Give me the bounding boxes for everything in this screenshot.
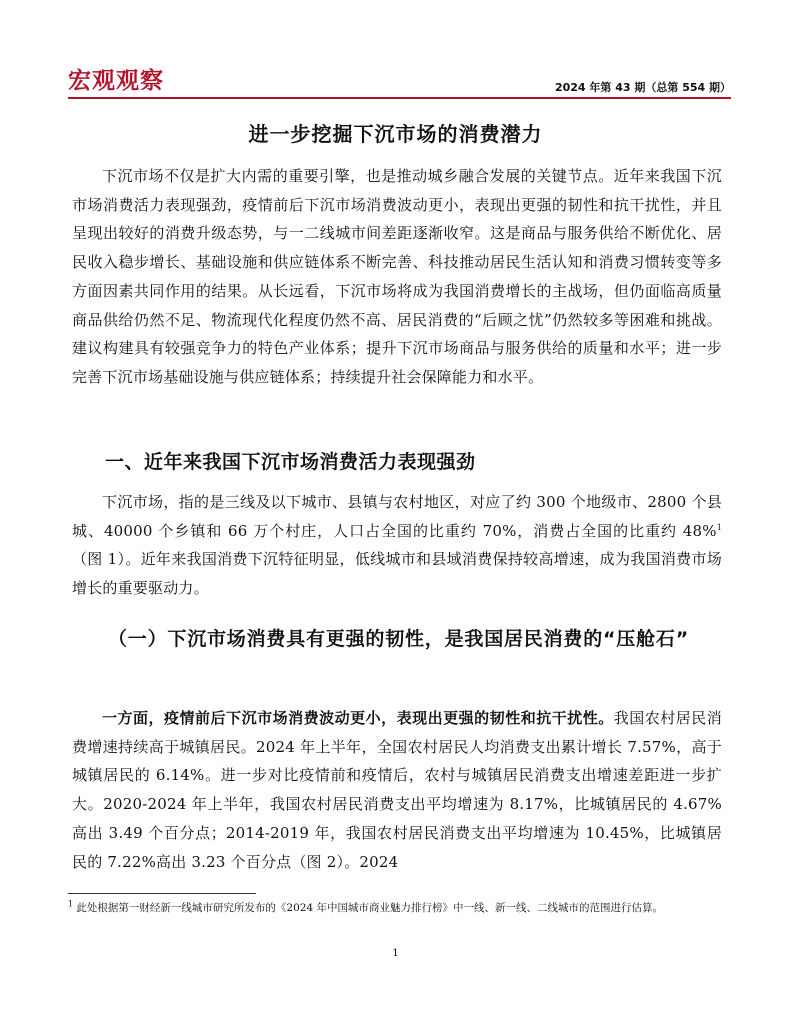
paragraph-3 <box>72 704 722 876</box>
paragraph-2 <box>72 488 722 603</box>
article-title: 进一步挖掘下沉市场的消费潜力 <box>248 122 543 146</box>
subsection-heading-1: （一）下沉市场消费具有更强的韧性，是我国居民消费的“压舱石” <box>108 628 689 650</box>
header-divider <box>68 97 731 99</box>
publication-title: 宏观观察 <box>68 68 164 94</box>
paragraph-2-text-a: 下沉市场，指的是三线及以下城市、县镇与农村地区，对应了约 300 个地级市、2800 个县城、40000 个乡镇和 66 万个村庄，人口占全国的比重约 70%，消费占全国的比重约 48% <box>72 493 722 540</box>
issue-number: 2024 年第 43 期（总第 554 期） <box>554 81 731 94</box>
intro-paragraph: 下沉市场不仅是扩大内需的重要引擎，也是推动城乡融合发展的关键节点。近年来我国下沉市场消费活力表现强劲，疫情前后下沉市场消费波动更小，表现出更强的韧性和抗干扰性，并且呈现出较好的消费升级态势，与一二线城市间差距逐渐收窄。这是商品与服务供给不断优化、居民收入稳步增长、基础设施和供应链体系不断完善、科技推动居民生活认知和消费习惯转变等多方面因素共同作用的结果。从长远看，下沉市场将成为我国消费增长的主战场，但仍面临高质量商品供给仍然不足、物流现代化程度仍然不高、居民消费的“后顾之忧”仍然较多等困难和挑战。建议构建具有较强竞争力的特色产业体系；提升下沉市场商品与服务供给的质量和水平；进一步完善下沉市场基础设施与供应链体系；持续提升社会保障能力和水平。 <box>72 167 722 386</box>
paragraph-3-body: 我国农村居民消费增速持续高于城镇居民。2024 年上半年，全国农村居民人均消费支出累计增长 7.57%，高于城镇居民的 6.14%。进一步对比疫情前和疫情后，农村与城镇居民消费支出增速差距进一步扩大。2020-2024 年上半年，我国农村居民消费支出平均增速为 8.17%，比城镇居民的 4.67%高出 3.49 个百分点；2014-2019 年，我国农村居民消费支出平均增速为 10.45%，比城镇居民的 7.22%高出 3.23 个百分点（图 2）。2024 <box>72 709 722 871</box>
page-number: 1 <box>392 948 399 959</box>
footnote-ref[interactable]: 1 <box>716 522 722 532</box>
paragraph-3-lead: 一方面，疫情前后下沉市场消费波动更小，表现出更强的韧性和抗干扰性。 <box>102 709 614 727</box>
footnote-divider <box>68 893 256 894</box>
footnote <box>68 900 728 916</box>
footnote-marker: 1 <box>68 899 74 909</box>
paragraph-2-text-b: （图 1）。近年来我国消费下沉特征明显，低线城市和县域消费保持较高增速，成为我国消费市场增长的重要驱动力。 <box>72 550 722 598</box>
section-heading-1: 一、近年来我国下沉市场消费活力表现强劲 <box>105 451 476 473</box>
footnote-text: 此处根据第一财经新一线城市研究所发布的《2024 年中国城市商业魅力排行榜》中一线、新一线、二线城市的范围进行估算。 <box>73 902 663 914</box>
